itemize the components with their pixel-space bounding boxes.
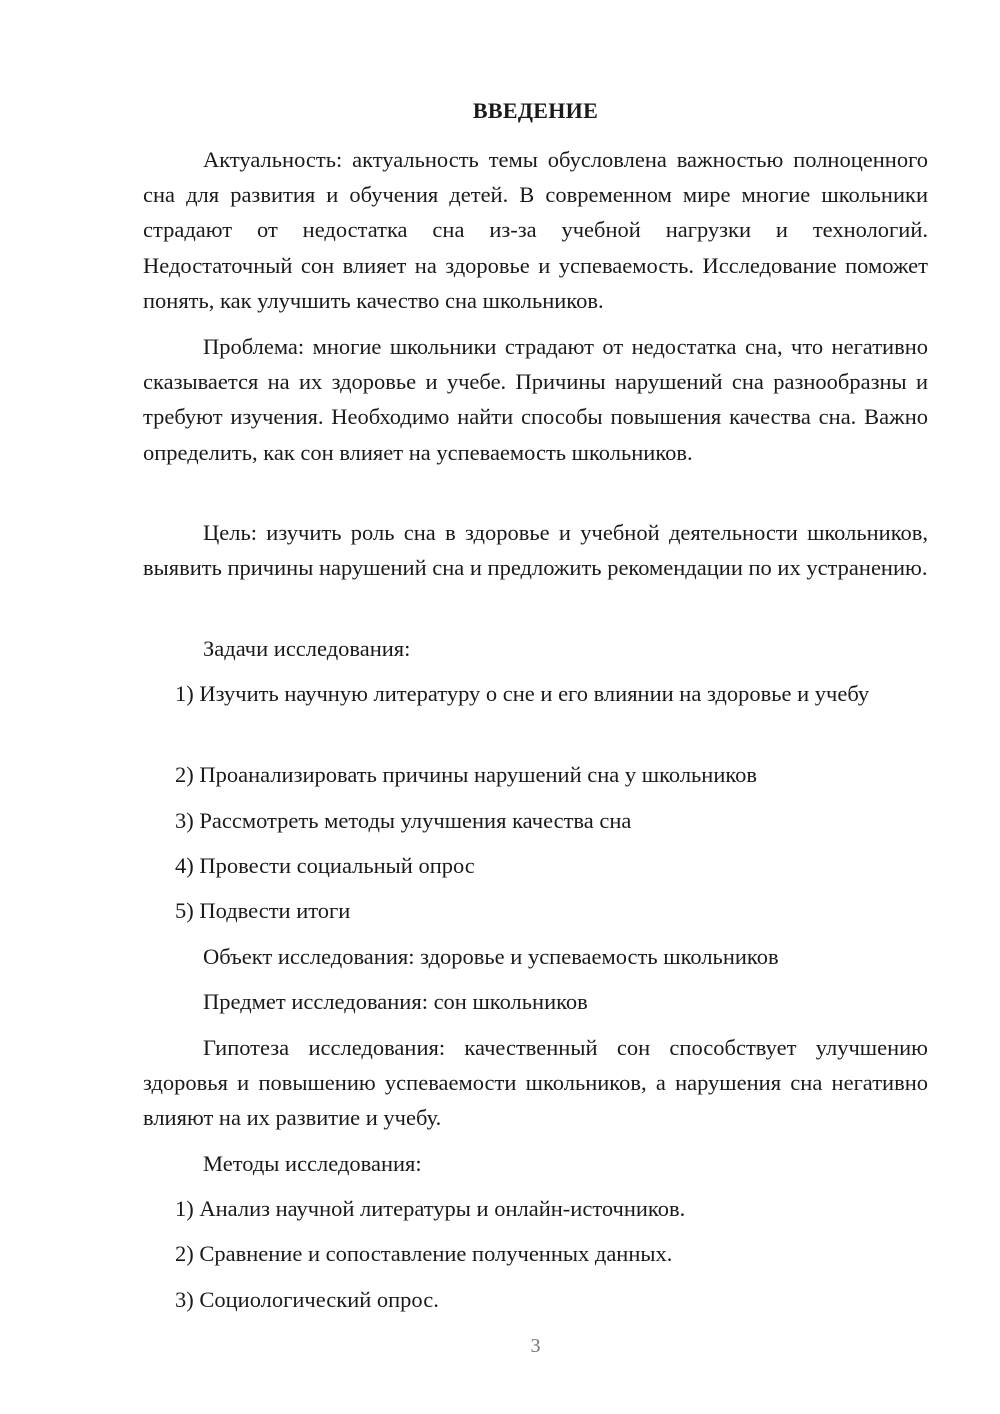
task-item-1: 1) Изучить научную литературу о сне и его влиянии на здоровье и учебу [175,681,870,706]
research-object: Объект исследования: здоровье и успеваемость школьников [203,944,779,969]
section-heading: ВВЕДЕНИЕ [472,98,599,123]
method-item-2: 2) Сравнение и сопоставление полученных данных. [175,1241,673,1266]
task-item-4: 4) Провести социальный опрос [175,853,475,878]
task-item-5: 5) Подвести итоги [175,898,351,923]
method-item-3: 3) Социологический опрос. [175,1287,439,1312]
page-number: 3 [530,1335,541,1357]
method-item-1: 1) Анализ научной литературы и онлайн-источников. [175,1196,686,1221]
problem-paragraph: Проблема: многие школьники страдают от недостатка сна, что негативно сказывается на их здоровье и учебе. Причины нарушений сна разнообразны и требуют изучения. Необходимо найти способы повышения качества сна. Важно определить, как сон влияет на успеваемость школьников. [143,334,928,465]
tasks-title: Задачи исследования: [203,636,411,661]
hypothesis-paragraph: Гипотеза исследования: качественный сон способствует улучшению здоровья и повышению успеваемости школьников, а нарушения сна негативно влияют на их развитие и учебу. [143,1035,928,1131]
research-subject: Предмет исследования: сон школьников [203,989,588,1014]
methods-title: Методы исследования: [203,1151,422,1176]
task-item-2: 2) Проанализировать причины нарушений сна у школьников [175,762,758,787]
task-item-3: 3) Рассмотреть методы улучшения качества сна [175,808,632,833]
relevance-paragraph: Актуальность: актуальность темы обусловлена важностью полноценного сна для развития и обучения детей. В современном мире многие школьники страдают от недостатка сна из-за учебной нагрузки и технологий. Недостаточный сон влияет на здоровье и успеваемость. Исследование поможет понять, как улучшить качество сна школьников. [143,147,928,313]
goal-paragraph: Цель: изучить роль сна в здоровье и учебной деятельности школьников, выявить причины нарушений сна и предложить рекомендации по их устранению. [143,520,928,581]
